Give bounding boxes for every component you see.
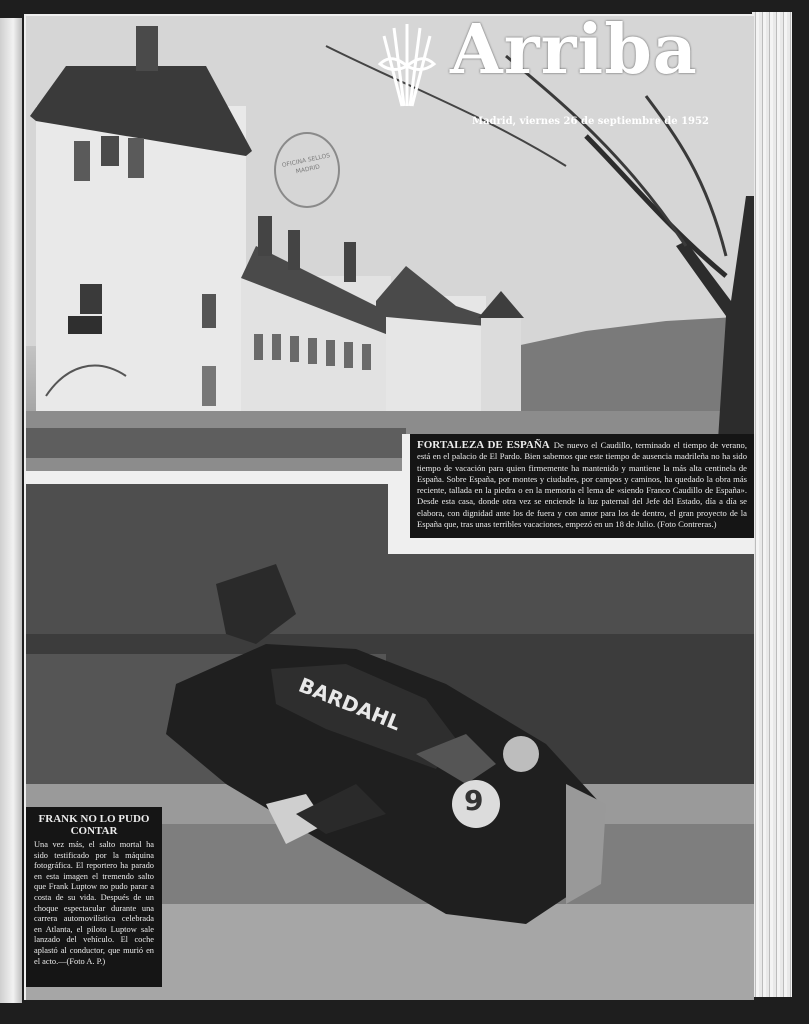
palace-photo xyxy=(26,16,754,471)
library-stamp xyxy=(274,132,340,208)
caption-bottom-heading: FRANK NO LO PUDO CONTAR xyxy=(38,813,150,837)
caption-bottom-body: Una vez más, el salto mortal ha sido testificado por la máquina fotográfica. El reportero ha parado en esta imagen el tremendo salto que Frank Luptow no pudo parar a costa de su vida. Después de un choque espectacular durante una carrera automovilística celebrada en Atlanta, el piloto Luptow sale lanzado del vehículo. El coche aplastó al conductor, que murió en el acto.—(Foto A. P.) xyxy=(34,840,154,966)
masthead xyxy=(376,16,716,130)
car-brand-text: BARDAHL xyxy=(295,672,405,736)
yoke-and-arrows-icon xyxy=(376,20,438,112)
car-number: 9 xyxy=(464,784,484,817)
caption-frank xyxy=(26,807,162,987)
caption-top-heading: FORTALEZA DE ESPAÑA xyxy=(417,439,550,451)
caption-top-body: De nuevo el Caudillo, terminado el tiempo de verano, está en el palacio de El Pardo. Bien sabemos que este tiempo de ausencia madrileña no ha sido tiempo de vacación para quien firmemente ha mantenido y mantiene la más alta centinela de España. Sobre España, por montes y ciudades, por campos y caminos, ha quedado la obra más reciente, tallada en la piedra o en la memoria el lema de «siendo Franco Caudillo de España». Desde esta casa, donde otra vez se enciende la luz paternal del Jefe del Estado, día a día se elabora, con dignidad ante los de fuera y con amor para los de dentro, el gran proyecto de la España que, tras unas terribles vacaciones, empezó en un 18 de Julio. (Foto Contreras.) xyxy=(417,440,747,530)
masthead-date: Madrid, viernes 26 de septiembre de 1952 xyxy=(472,116,709,127)
caption-fortaleza xyxy=(402,434,754,544)
masthead-title: Arriba xyxy=(450,16,698,90)
newspaper-page xyxy=(24,14,754,1000)
stamp-text: OFICINA SELLOS MADRID xyxy=(281,152,331,176)
left-binding xyxy=(0,18,22,1003)
right-page-edges xyxy=(752,12,792,997)
